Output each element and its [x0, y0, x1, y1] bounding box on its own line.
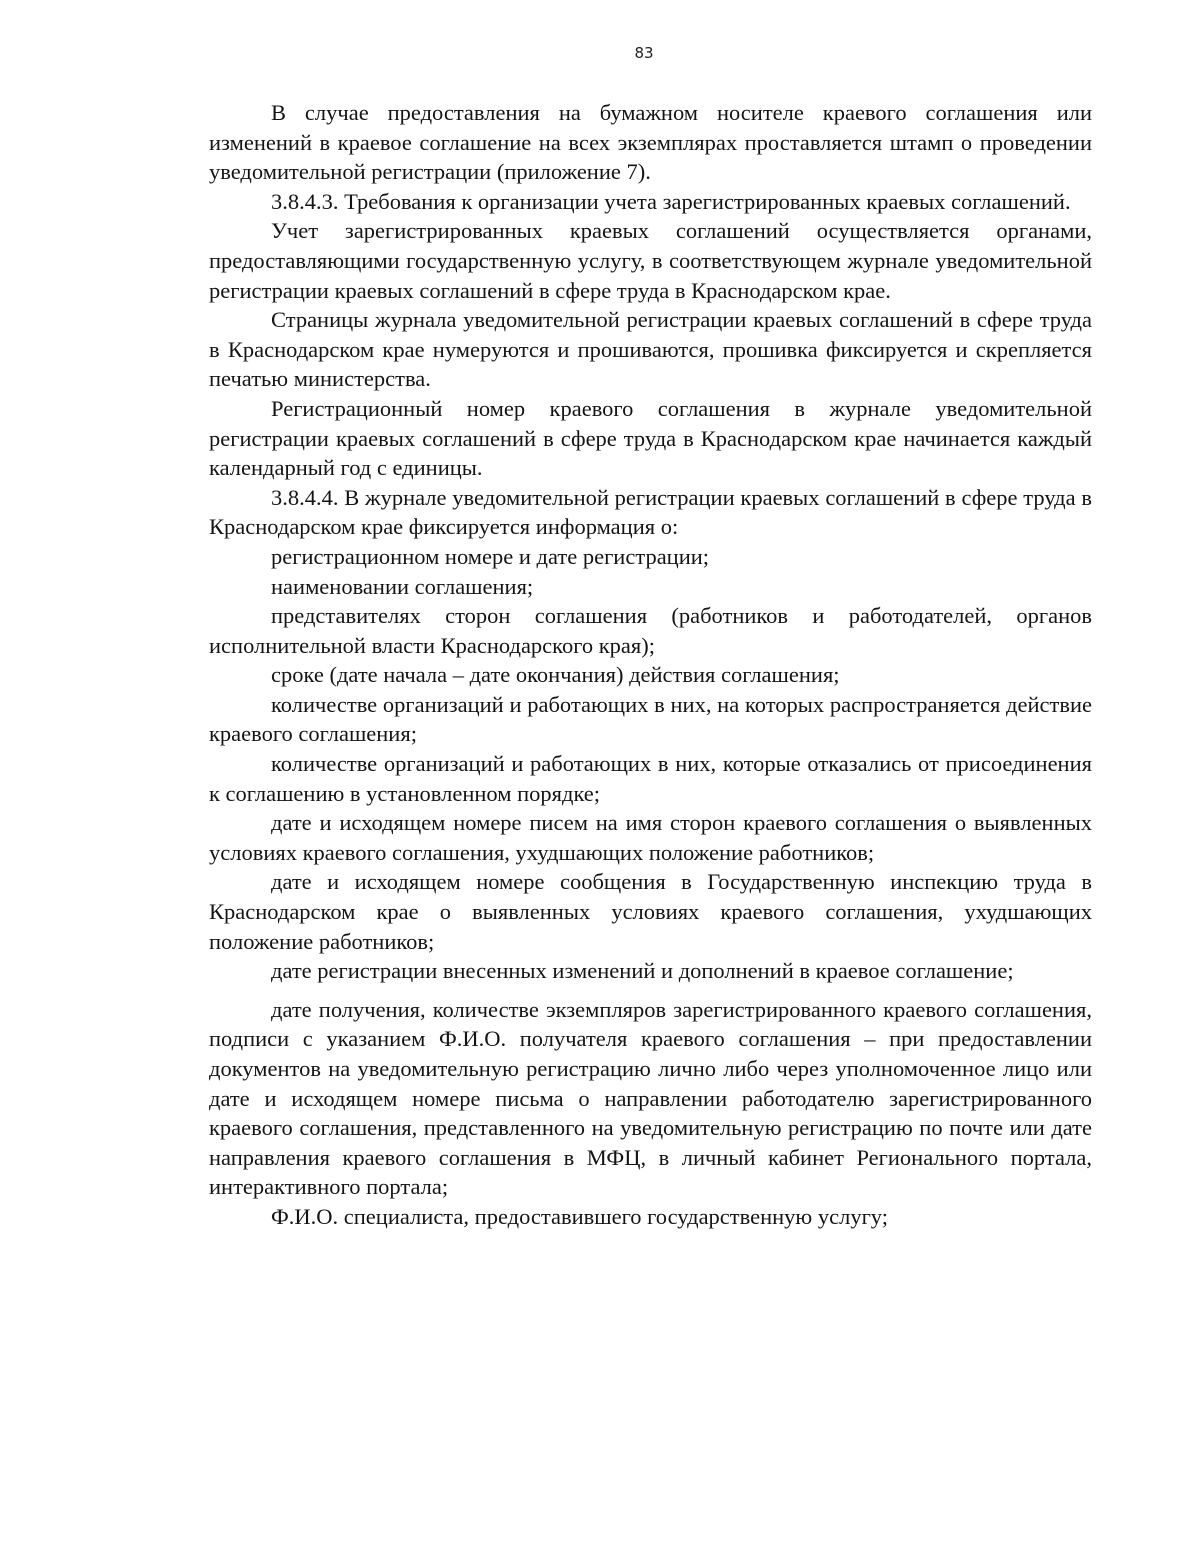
paragraph-registration-number: Регистрационный номер краевого соглашения в журнале уведомительной регистрации краевых соглашений в сфере труда в Краснодарском крае начинается каждый календарный год с единицы. [209, 395, 1092, 481]
document-body [209, 98, 1092, 1232]
list-item-agreement-name: наименовании соглашения; [271, 573, 534, 599]
paragraph-stamp-note: В случае предоставления на бумажном носителе краевого соглашения или изменений в краевое соглашение на всех экземплярах проставляется штамп о проведении уведомительной регистрации (приложение 7). [209, 100, 1092, 185]
list-item-receipt-details: дате получения, количестве экземпляров зарегистрированного краевого соглашения, подписи с указанием Ф.И.О. получателя краевого соглашения – при предоставлении документов на уведомительную регистрацию лично либо через уполномоченное лицо или дате и исходящем номере письма о направлении работодателю зарегистрированного краевого соглашения, представленного на уведомительную регистрацию по почте или дате направления краевого соглашения в МФЦ, в личный кабинет Регионального портала, интерактивного портала; [209, 996, 1092, 1200]
paragraph-registration-accounting: Учет зарегистрированных краевых соглашений осуществляется органами, предоставляющими государственную услугу, в соответствующем журнале уведомительной регистрации краевых соглашений в сфере труда в Краснодарском крае. [209, 218, 1092, 303]
list-item-organizations-covered: количестве организаций и работающих в них, на которых распространяется действие краевого соглашения; [209, 691, 1092, 747]
list-item-letters-to-parties: дате и исходящем номере писем на имя сторон краевого соглашения о выявленных условиях краевого соглашения, ухудшающих положение работников; [209, 810, 1092, 865]
list-item-specialist-name: Ф.И.О. специалиста, предоставившего государственную услугу; [271, 1203, 889, 1229]
list-item-validity-period: сроке (дате начала – дате окончания) действия соглашения; [271, 662, 840, 688]
paragraph-journal-pages: Страницы журнала уведомительной регистрации краевых соглашений в сфере труда в Краснодарском крае нумеруются и прошиваются, прошивка фиксируется и скрепляется печатью министерства. [209, 307, 1092, 392]
paragraph-section-3-8-4-4: 3.8.4.4. В журнале уведомительной регистрации краевых соглашений в сфере труда в Краснодарском крае фиксируется информация о: [209, 484, 1092, 540]
list-item-amendments-date: дате регистрации внесенных изменений и дополнений в краевое соглашение; [271, 958, 1014, 984]
page-number: 83 [634, 44, 654, 62]
paragraph-section-3-8-4-3: 3.8.4.3. Требования к организации учета зарегистрированных краевых соглашений. [271, 188, 1071, 214]
list-item-party-representatives: представителях сторон соглашения (работников и работодателей, органов исполнительной власти Краснодарского края); [209, 603, 1092, 658]
list-item-labor-inspection-message: дате и исходящем номере сообщения в Государственную инспекцию труда в Краснодарском крае о выявленных условиях краевого соглашения, ухудшающих положение работников; [209, 869, 1092, 954]
list-item-organizations-refused: количестве организаций и работающих в них, которые отказались от присоединения к соглашению в установленном порядке; [209, 751, 1092, 806]
list-item-registration-number: регистрационном номере и дате регистрации; [271, 543, 710, 569]
